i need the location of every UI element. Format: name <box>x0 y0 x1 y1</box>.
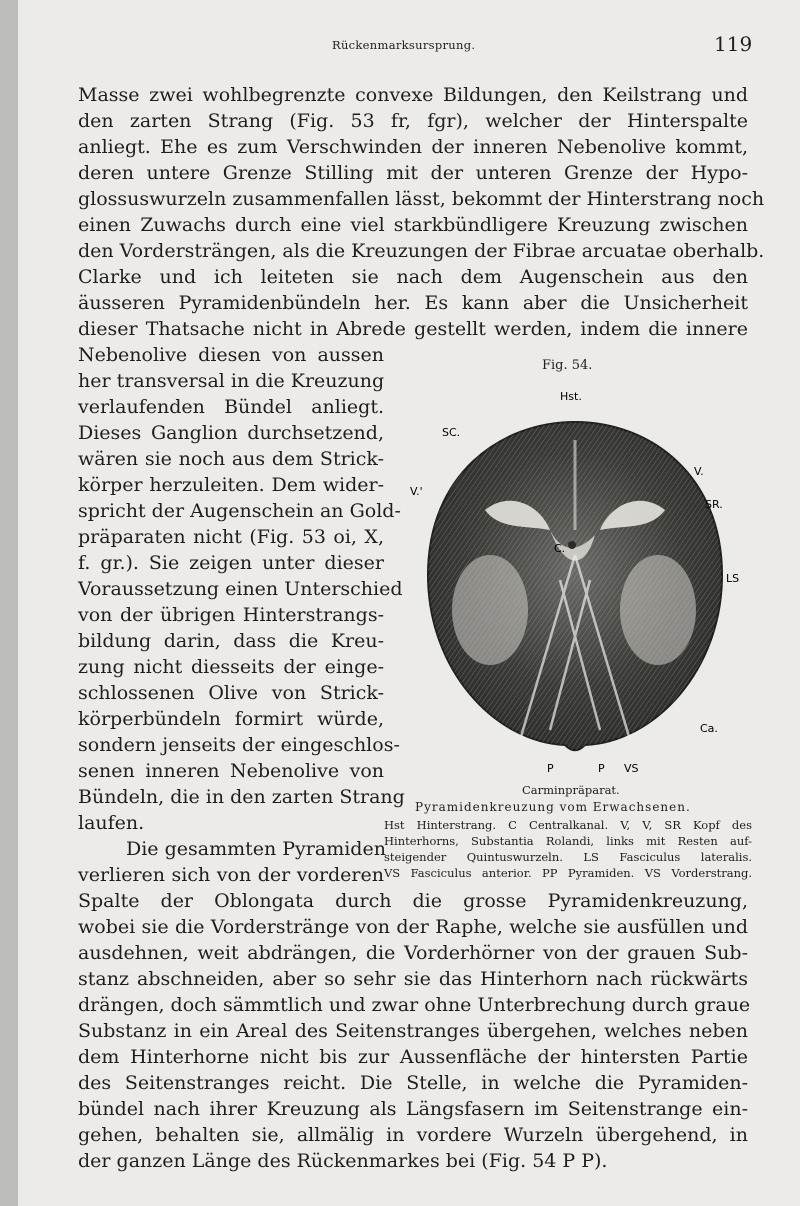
text-line: Voraussetzung einen Unterschied <box>78 578 403 600</box>
text-line: den Vordersträngen, als die Kreuzungen der Fibrae arcuatae oberhalb. <box>78 240 765 262</box>
text-line: bildung darin, dass die Kreu- <box>78 630 384 652</box>
text-line: wären sie noch aus dem Strick- <box>78 448 384 470</box>
label-ls: LS <box>726 572 740 585</box>
page-number: 119 <box>714 32 753 56</box>
figure-caption-line: Hinterhorns, Substantia Rolandi, links mit Resten auf- <box>384 834 752 848</box>
text-line: wobei sie die Vorderstränge von der Raphe, welche sie ausfüllen und <box>78 916 748 938</box>
text-line: einen Zuwachs durch eine viel starkbündligere Kreuzung zwischen <box>78 214 748 236</box>
text-line: Clarke und ich leiteten sie nach dem Augenschein aus den <box>78 266 748 288</box>
text-line: drängen, doch sämmtlich und zwar ohne Unterbrechung durch graue <box>78 994 751 1016</box>
label-ca: Ca. <box>700 722 718 735</box>
cross-section <box>428 422 722 750</box>
text-line: spricht der Augenschein an Gold- <box>78 500 401 522</box>
figure-caption-line: VS Fasciculus anterior. PP Pyramiden. VS Vorderstrang. <box>384 866 752 880</box>
text-line: körperbündeln formirt würde, <box>78 708 384 730</box>
text-line: her transversal in die Kreuzung <box>78 370 385 392</box>
label-v: V. <box>694 465 704 478</box>
text-line: stanz abschneiden, aber so sehr sie das Hinterhorn nach rückwärts <box>78 968 748 990</box>
text-line: Substanz in ein Areal des Seitenstranges übergehen, welches neben <box>78 1020 748 1042</box>
text-line: präparaten nicht (Fig. 53 oi, X, <box>78 526 384 548</box>
text-line: dieser Thatsache nicht in Abrede gestellt werden, indem die innere <box>78 318 748 340</box>
text-line: Die gesammten Pyramiden <box>126 838 386 860</box>
text-line: sondern jenseits der eingeschlos- <box>78 734 400 756</box>
text-line: ausdehnen, weit abdrängen, die Vorderhörner von der grauen Sub- <box>78 942 748 964</box>
text-line: zung nicht diesseits der einge- <box>78 656 384 678</box>
label-c: C. <box>554 542 566 555</box>
text-line: von der übrigen Hinterstrangs- <box>78 604 384 626</box>
label-p-left: P <box>547 762 554 775</box>
label-v-prime: V.' <box>410 485 423 498</box>
text-line: äusseren Pyramidenbündeln her. Es kann aber die Unsicherheit <box>78 292 748 314</box>
text-line: Nebenolive diesen von aussen <box>78 344 384 366</box>
text-line: f. gr.). Sie zeigen unter dieser <box>78 552 384 574</box>
text-line: körper herzuleiten. Dem wider- <box>78 474 384 496</box>
text-line: bündel nach ihrer Kreuzung als Längsfasern im Seitenstrange ein- <box>78 1098 748 1120</box>
label-hst: Hst. <box>560 390 582 403</box>
running-title: Rückenmarksursprung. <box>332 38 476 52</box>
text-line: anliegt. Ehe es zum Verschwinden der inneren Nebenolive kommt, <box>78 136 748 158</box>
figure-label: Fig. 54. <box>542 358 593 373</box>
text-line: den zarten Strang (Fig. 53 fr, fgr), welcher der Hinterspalte <box>78 110 748 132</box>
text-line: Bündeln, die in den zarten Strang <box>78 786 405 808</box>
text-line: des Seitenstranges reicht. Die Stelle, in welche die Pyramiden- <box>78 1072 748 1094</box>
figure-caption-method: Carminpräparat. <box>522 783 620 797</box>
label-sc: SC. <box>442 426 461 439</box>
spinal-cord-section-illustration <box>400 380 750 780</box>
text-line: verlaufenden Bündel anliegt. <box>78 396 384 418</box>
text-line: Dieses Ganglion durchsetzend, <box>78 422 384 444</box>
figure-caption-title: Pyramidenkreuzung vom Erwachsenen. <box>415 800 691 814</box>
text-line: Spalte der Oblongata durch die grosse Pyramidenkreuzung, <box>78 890 748 912</box>
text-line: senen inneren Nebenolive von <box>78 760 384 782</box>
figure-caption-line: Hst Hinterstrang. C Centralkanal. V, V, SR Kopf des <box>384 818 752 832</box>
text-line: deren untere Grenze Stilling mit der unteren Grenze der Hypo- <box>78 162 748 184</box>
text-line: glossuswurzeln zusammenfallen lässt, bekommt der Hinterstrang noch <box>78 188 765 210</box>
text-line: laufen. <box>78 812 145 834</box>
text-line: der ganzen Länge des Rückenmarkes bei (Fig. 54 P P). <box>78 1150 608 1172</box>
text-line: schlossenen Olive von Strick- <box>78 682 384 704</box>
label-sr: SR. <box>705 498 723 511</box>
text-line: dem Hinterhorne nicht bis zur Aussenfläche der hintersten Partie <box>78 1046 748 1068</box>
text-line: Masse zwei wohlbegrenzte convexe Bildungen, den Keilstrang und <box>78 84 748 106</box>
text-line: gehen, behalten sie, allmälig in vordere Wurzeln übergehend, in <box>78 1124 748 1146</box>
text-line: verlieren sich von der vorderen <box>78 864 384 886</box>
figure-caption-line: steigender Quintuswurzeln. LS Fasciculus lateralis. <box>384 850 752 864</box>
label-vs: VS <box>624 762 639 775</box>
label-p-right: P <box>598 762 605 775</box>
